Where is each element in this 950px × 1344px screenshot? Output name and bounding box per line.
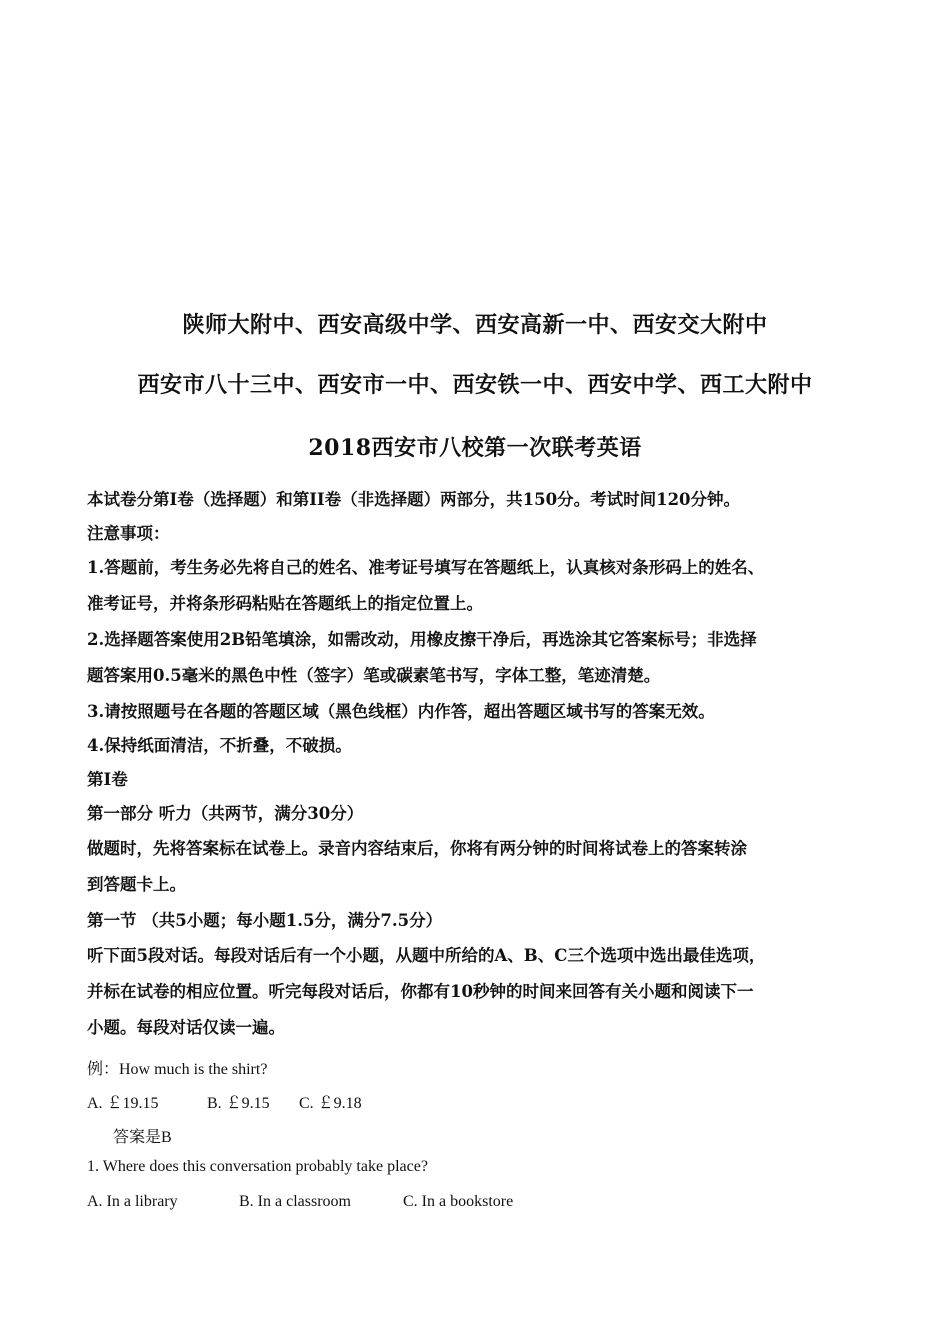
note-1-line-1: 1.答题前，考生务必先将自己的姓名、准考证号填写在答题纸上，认真核对条形码上的姓名、 (87, 558, 765, 577)
section1-heading: 第一节 （共5小题；每小题1.5分，满分7.5分） (87, 911, 443, 930)
section1-instruction-line-3: 小题。每段对话仅读一遍。 (87, 1018, 285, 1037)
question-1-options (87, 1193, 513, 1211)
intro-text: 本试卷分第Ⅰ卷（选择题）和第II卷（非选择题）两部分，共150分。考试时间120分钟。 (87, 490, 741, 509)
notes-heading: 注意事项： (87, 524, 170, 543)
q1-option-c: C. In a bookstore (403, 1193, 514, 1210)
example-options (87, 1090, 362, 1113)
volume-heading: 第Ⅰ卷 (87, 770, 128, 789)
title-schools-line2: 西安市八十三中、西安市一中、西安铁一中、西安中学、西工大附中 (137, 372, 813, 398)
q1-option-a: A. In a library (87, 1193, 178, 1210)
title-schools-line1: 陕师大附中、西安高级中学、西安高新一中、西安交大附中 (182, 312, 768, 338)
section1-instruction-line-2: 并标在试卷的相应位置。听完每段对话后，你都有10秒钟的时间来回答有关小题和阅读下一 (87, 982, 754, 1001)
example-option-a: A. ￡19.15 (87, 1095, 159, 1112)
note-2-line-1: 2.选择题答案使用2B铅笔填涂，如需改动，用橡皮擦干净后，再选涂其它答案标号；非选择 (87, 630, 757, 649)
part1-instruction-line-2: 到答题卡上。 (87, 875, 186, 894)
note-3: 3.请按照题号在各题的答题区域（黑色线框）内作答，超出答题区域书写的答案无效。 (87, 702, 715, 721)
example-answer: 答案是B (113, 1129, 172, 1146)
example-option-b: B. ￡9.15 (207, 1095, 270, 1112)
example-question: 例：How much is the shirt? (87, 1061, 268, 1078)
section1-instruction-line-1: 听下面5段对话。每段对话后有一个小题，从题中所给的A、B、C三个选项中选出最佳选项， (87, 946, 766, 965)
q1-option-b: B. In a classroom (239, 1193, 351, 1210)
part1-heading: 第一部分 听力（共两节，满分30分） (87, 804, 364, 823)
note-2-line-2: 题答案用0.5毫米的黑色中性（签字）笔或碳素笔书写，字体工整，笔迹清楚。 (87, 666, 661, 685)
exam-title: 2018西安市八校第一次联考英语 (308, 435, 642, 461)
note-1-line-2: 准考证号，并将条形码粘贴在答题纸上的指定位置上。 (87, 594, 483, 613)
note-4: 4.保持纸面清洁，不折叠，不破损。 (87, 736, 352, 755)
question-1: 1. Where does this conversation probably take place? (87, 1158, 428, 1175)
example-option-c: C. ￡9.18 (299, 1095, 362, 1112)
part1-instruction-line-1: 做题时，先将答案标在试卷上。录音内容结束后，你将有两分钟的时间将试卷上的答案转涂 (87, 839, 747, 858)
